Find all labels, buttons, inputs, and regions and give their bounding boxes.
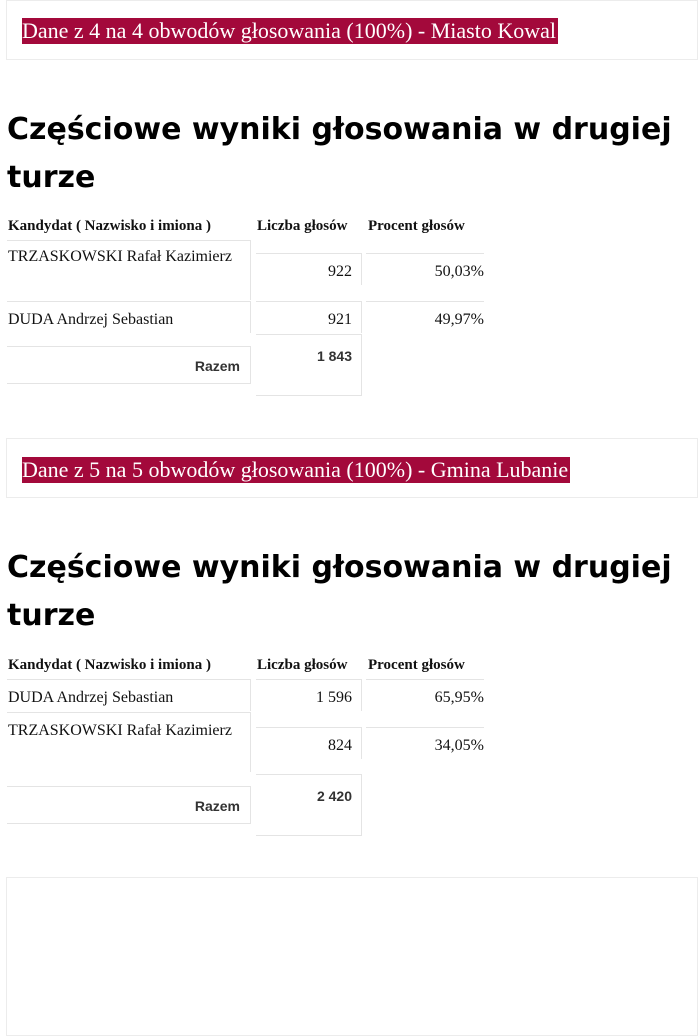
results-title: Częściowe wyniki głosowania w drugiej turze: [7, 112, 672, 195]
candidate-name: TRZASKOWSKI Rafał Kazimierz: [7, 712, 251, 772]
total-label: Razem: [7, 346, 251, 384]
header-percent: Procent głosów: [368, 218, 465, 234]
candidate-percent: 34,05%: [366, 727, 484, 759]
candidate-votes: 1 596: [256, 679, 362, 711]
candidate-votes: 922: [256, 253, 362, 285]
candidate-name: DUDA Andrzej Sebastian: [7, 301, 251, 333]
header-candidate: Kandydat ( Nazwisko i imiona ): [8, 657, 211, 673]
empty-content-box: [6, 877, 698, 1036]
candidate-votes: 921: [256, 301, 362, 333]
coverage-banner: Dane z 5 na 5 obwodów głosowania (100%) - Gmina Lubanie: [22, 457, 569, 482]
total-votes: 1 843: [256, 334, 362, 396]
header-percent: Procent głosów: [368, 657, 465, 673]
candidate-percent: 50,03%: [366, 253, 484, 285]
candidate-name: TRZASKOWSKI Rafał Kazimierz: [7, 240, 251, 300]
header-votes: Liczba głosów: [257, 657, 348, 673]
results-title: Częściowe wyniki głosowania w drugiej turze: [7, 550, 672, 633]
candidate-percent: 49,97%: [366, 301, 484, 333]
header-candidate: Kandydat ( Nazwisko i imiona ): [8, 218, 211, 234]
candidate-percent: 65,95%: [366, 679, 484, 711]
total-label: Razem: [7, 786, 251, 824]
total-votes: 2 420: [256, 774, 362, 836]
candidate-name: DUDA Andrzej Sebastian: [7, 679, 251, 711]
coverage-banner: Dane z 4 na 4 obwodów głosowania (100%) - Miasto Kowal: [22, 18, 556, 43]
header-votes: Liczba głosów: [257, 218, 348, 234]
candidate-votes: 824: [256, 727, 362, 759]
